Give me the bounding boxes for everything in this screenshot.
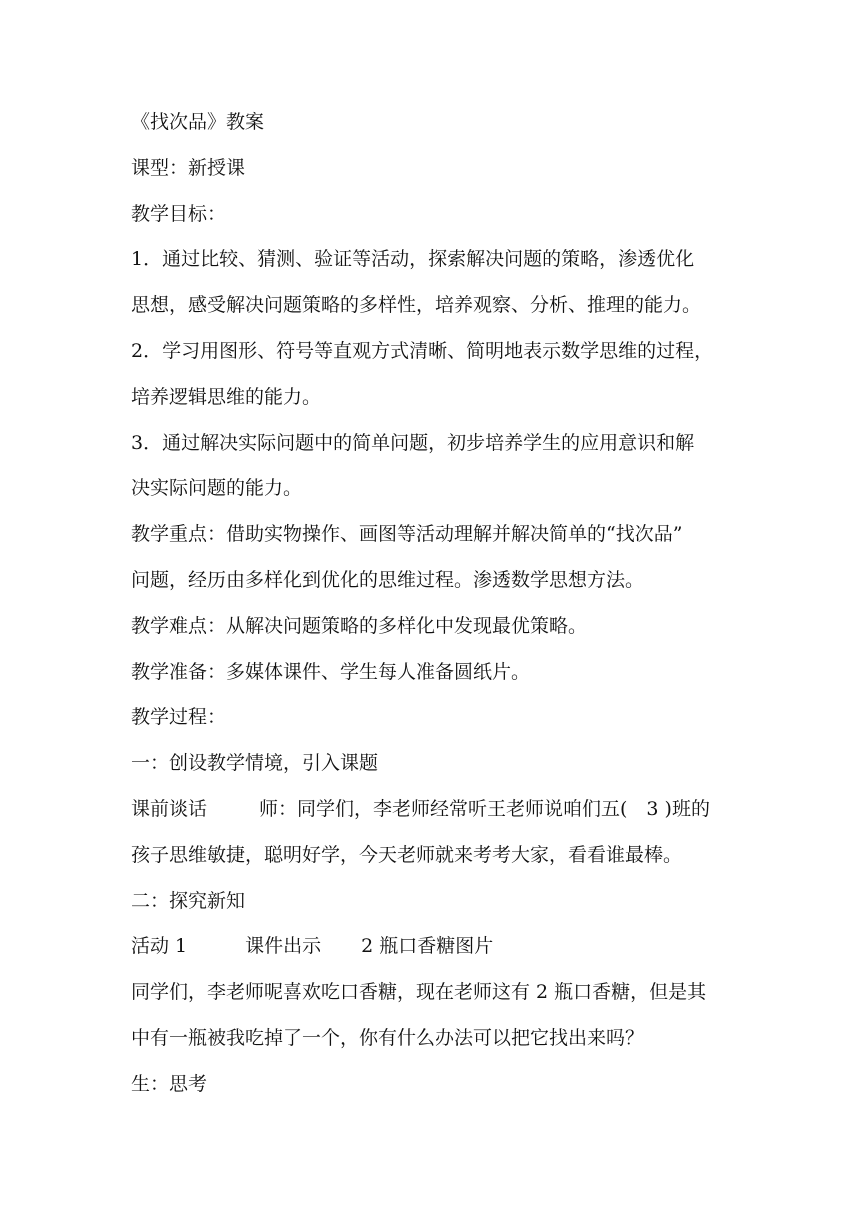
pre-class-text: 师：同学们，李老师经常听王老师说咱们五( 3 )班的 bbox=[259, 797, 710, 820]
activity-courseware: 课件出示 bbox=[245, 935, 322, 958]
pre-class-label: 课前谈话 bbox=[131, 797, 208, 820]
pre-class-line-2: 孩子思维敏捷，聪明好学，今天老师就来考考大家，看看谁最棒。 bbox=[131, 843, 683, 866]
key-point-line-2: 问题，经历由多样化到优化的思维过程。渗透数学思想方法。 bbox=[131, 568, 645, 591]
lesson-type: 课型：新授课 bbox=[131, 156, 246, 179]
activity-line bbox=[131, 934, 741, 958]
student-response: 生：思考 bbox=[131, 1072, 208, 1095]
difficulty: 教学难点：从解决问题策略的多样化中发现最优策略。 bbox=[131, 614, 588, 637]
objective-3-line-2: 决实际问题的能力。 bbox=[131, 477, 303, 500]
lesson-plan-page bbox=[131, 110, 741, 1118]
objective-2-line-1: 2．学习用图形、符号等直观方式清晰、简明地表示数学思维的过程， bbox=[131, 339, 714, 362]
activity-label: 活动 1 bbox=[131, 935, 188, 958]
preparation: 教学准备：多媒体课件、学生每人准备圆纸片。 bbox=[131, 660, 531, 683]
objective-2-line-2: 培养逻辑思维的能力。 bbox=[131, 385, 322, 408]
objectives-heading: 教学目标： bbox=[131, 202, 227, 225]
document-title: 《找次品》教案 bbox=[131, 111, 265, 133]
objective-1-line-2: 思想，感受解决问题策略的多样性，培养观察、分析、推理的能力。 bbox=[131, 294, 702, 317]
key-point-line-1: 教学重点：借助实物操作、画图等活动理解并解决简单的“找次品” bbox=[131, 523, 683, 546]
section-2-heading: 二：探究新知 bbox=[131, 889, 246, 912]
pre-class-line-1 bbox=[131, 797, 741, 821]
objective-1-line-1: 1．通过比较、猜测、验证等活动，探索解决问题的策略，渗透优化 bbox=[131, 248, 695, 271]
section-1-heading: 一：创设教学情境，引入课题 bbox=[131, 752, 379, 775]
teacher-line-2: 中有一瓶被我吃掉了一个，你有什么办法可以把它找出来吗？ bbox=[131, 1026, 645, 1049]
teacher-line-1: 同学们，李老师呢喜欢吃口香糖，现在老师这有 2 瓶口香糖，但是其 bbox=[131, 981, 707, 1004]
process-heading: 教学过程： bbox=[131, 706, 227, 729]
objective-3-line-1: 3．通过解决实际问题中的简单问题，初步培养学生的应用意识和解 bbox=[131, 431, 695, 454]
activity-picture: 2 瓶口香糖图片 bbox=[361, 935, 494, 958]
